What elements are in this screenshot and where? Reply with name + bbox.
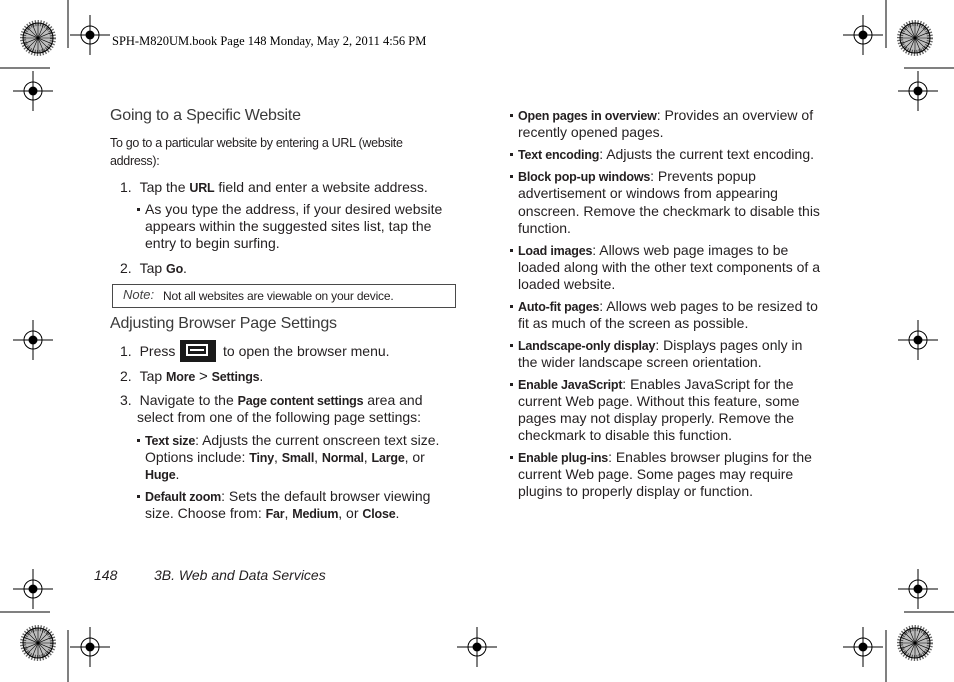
step-text: Tap the [139,179,186,195]
option-desc: : Displays pages only in [655,337,803,353]
default-zoom-item [136,488,430,506]
note-text: Not all websites are viewable on your device. [163,289,394,303]
bullet-icon [137,208,140,211]
option-desc: : Allows web pages to be resized to [599,298,818,314]
step-text: select from one of the following page settings: [137,409,422,425]
option-far: Far [265,507,285,521]
punct: , [284,505,289,521]
step-text: field and enter a website address. [218,179,428,195]
settings-step-1 [120,343,175,360]
punct: , or [338,505,359,521]
intro-line-1: To go to a particular website by entering a URL (website [110,136,403,150]
settings-step-2 [120,368,263,386]
page-number: 148 [94,567,118,583]
step-number: 1. [120,343,132,359]
step-text: Press [139,343,176,359]
option-name: Landscape-only display [518,339,656,353]
step-number: 1. [120,179,132,195]
text-size-options-2 [145,466,179,484]
bullet-icon [510,383,513,386]
load-images-item [509,242,788,260]
option-normal: Normal [321,451,364,465]
option-desc: pages may not display properly. Remove the [518,410,794,426]
sub-line: appears within the suggested sites list, tap the [145,218,432,234]
heading-going-to-website: Going to a Specific Website [110,107,301,124]
menu-key-icon [180,340,216,362]
option-close: Close [362,507,396,521]
bullet-icon [510,344,513,347]
option-name: Auto-fit pages [518,300,600,314]
step-text: Tap [139,260,163,276]
step-number: 2. [120,368,132,384]
step-text: Navigate to the [139,392,234,408]
bullet-icon [510,175,513,178]
bullet-icon [137,495,140,498]
step-text: to open the browser menu. [223,343,390,359]
default-zoom-options [145,505,399,523]
sub-line: As you type the address, if your desired website [145,201,443,217]
intro-line-2: address): [110,154,160,168]
option-desc: : Prevents popup [650,168,756,184]
open-pages-overview-item [509,107,813,125]
text-size-options [145,449,425,467]
enable-plugins-item [509,449,812,467]
section-title: 3B. Web and Data Services [154,567,326,583]
option-medium: Medium [292,507,339,521]
option-small: Small [281,451,315,465]
option-desc: the wider landscape screen orientation. [518,354,762,370]
arrow-separator: > [199,368,208,385]
bullet-icon [137,439,140,442]
step-number: 2. [120,260,132,276]
sub-line: entry to begin surfing. [145,235,280,251]
option-desc: loaded along with the other text components of a [518,259,820,275]
option-name: Text size [145,434,196,448]
bullet-icon [510,456,513,459]
more-label: More [166,370,196,384]
option-desc: loaded website. [518,276,616,292]
punct: , [273,449,278,465]
punct: . [259,368,264,384]
page-content-settings-label: Page content settings [237,394,364,408]
step-text: Tap [139,368,163,384]
option-desc: : Adjusts the current onscreen text size. [195,432,440,448]
landscape-only-item [509,337,802,355]
option-desc: advertisement or windows from appearing [518,185,778,201]
option-desc: : Enables browser plugins for the [608,449,812,465]
bullet-icon [510,153,513,156]
enable-javascript-item [509,376,794,394]
step-2 [120,260,187,278]
punct: . [175,466,180,482]
step-number: 3. [120,392,132,408]
punct: , or [404,449,425,465]
option-desc: size. Choose from: [145,505,262,521]
url-label: URL [189,181,215,195]
step-1 [120,179,428,197]
option-tiny: Tiny [249,451,274,465]
option-name: Enable JavaScript [518,378,623,392]
option-desc: checkmark to disable this function. [518,427,732,443]
punct: , [314,449,318,465]
option-large: Large [371,451,405,465]
option-desc: fit as much of the screen as possible. [518,315,749,331]
settings-step-3 [120,392,423,410]
settings-label: Settings [211,370,260,384]
option-desc: : Adjusts the current text encoding. [599,146,814,162]
note-label: Note: [123,287,155,302]
step-text: area and [367,392,423,408]
option-desc: function. [518,220,571,236]
option-desc: : Allows web page images to be [592,242,789,258]
option-name: Block pop-up windows [518,170,651,184]
bullet-icon [510,114,513,117]
option-name: Text encoding [518,148,600,162]
option-desc: current Web page. Some pages may require [518,466,794,482]
option-desc: : Sets the default browser viewing [221,488,431,504]
text-encoding-item [509,146,814,164]
option-name: Open pages in overview [518,109,657,123]
bullet-icon [510,249,513,252]
option-name: Default zoom [145,490,222,504]
option-desc: plugins to properly display or function. [518,483,754,499]
option-desc: recently opened pages. [518,124,664,140]
go-label: Go [166,262,184,276]
block-popup-item [509,168,756,186]
option-desc: Options include: [145,449,246,465]
option-huge: Huge [145,468,176,482]
option-desc: current Web page. Without this feature, some [518,393,800,409]
heading-adjusting-settings: Adjusting Browser Page Settings [110,315,337,332]
punct: . [183,260,187,276]
option-desc: : Enables JavaScript for the [622,376,794,392]
option-name: Enable plug-ins [518,451,609,465]
option-desc: onscreen. Remove the checkmark to disable this [518,203,820,219]
option-desc: : Provides an overview of [656,107,814,123]
punct: , [363,449,368,465]
option-name: Load images [518,244,593,258]
auto-fit-item [509,298,818,316]
bullet-icon [510,305,513,308]
book-header: SPH-M820UM.book Page 148 Monday, May 2, 2011 4:56 PM [112,34,427,48]
punct: . [395,505,400,521]
step-1-sub [136,201,442,218]
note-box [112,284,456,308]
text-size-item [136,432,439,450]
